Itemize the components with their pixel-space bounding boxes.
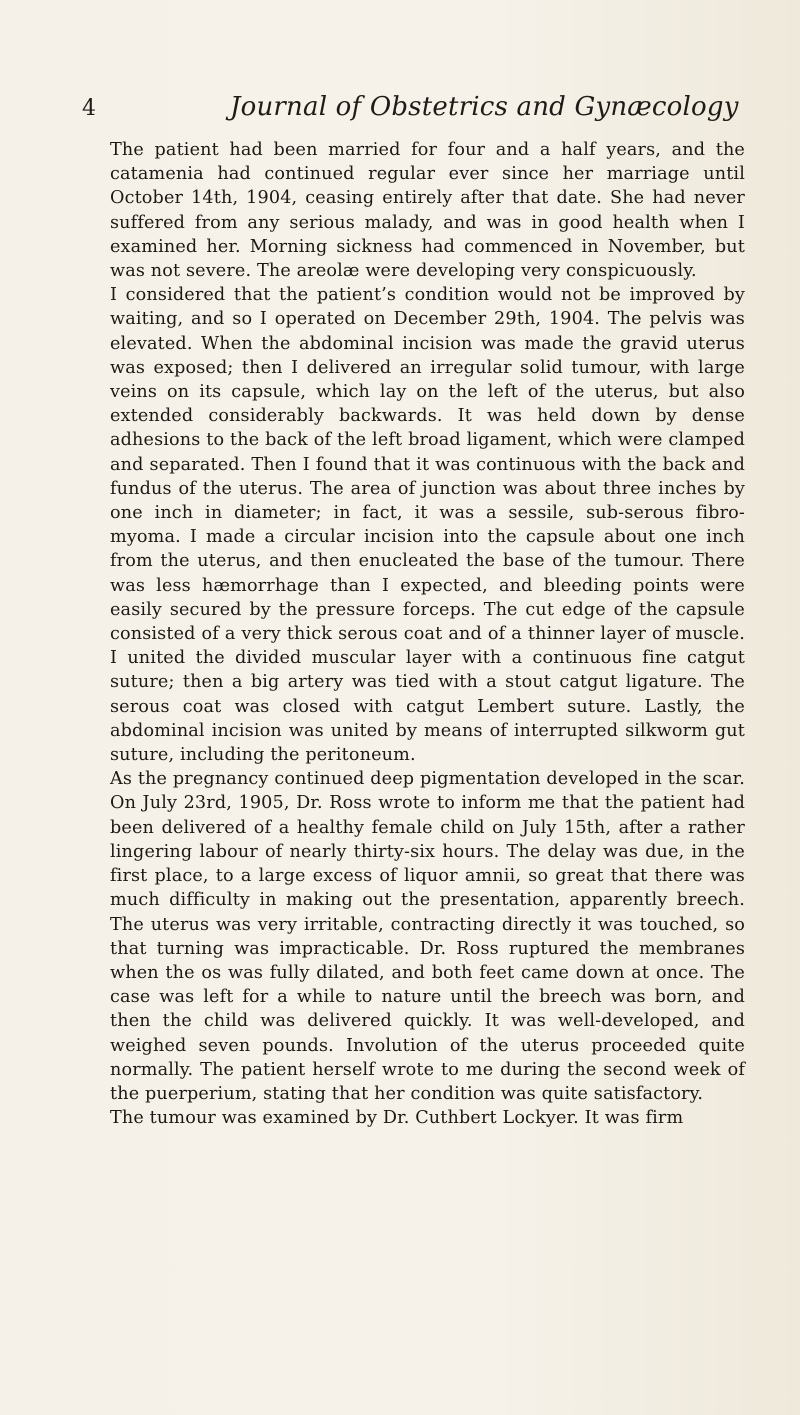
paragraph-2: I considered that the patient’s condition would not be improved by waiting, and so I operated on December 29th, 1904. The pelvis was elevated. When the abdominal incision was made the gravid uterus was exposed; then I delivered an irregular solid tumour, with large veins on its capsule, which lay on the left of the uterus, but also extended considerably backwards. It was held down by dense adhesions to the back of the left broad ligament, which were clamped and separated. Then I found that it was continuous with the back and fundus of the uterus. The area of junction was about three inches by one inch in diameter; in fact, it was a sessile, sub-serous fibro-myoma. I made a circular incision into the capsule about one inch from the uterus, and then enucleated the base of the tumour. There was less hæmorrhage than I expected, and bleeding points were easily secured by the pressure forceps. The cut edge of the capsule consisted of a very thick serous coat and of a thinner layer of muscle. I united the divided muscular layer with a continuous fine catgut suture; then a big artery was tied with a stout catgut ligature. The serous coat was closed with catgut Lembert suture. Lastly, the abdominal incision was united by means of interrupted silkworm gut suture, including the peritoneum. <box>110 285 745 766</box>
running-head: Journal of Obstetrics and Gynæcology <box>230 92 739 122</box>
paragraph-4: The tumour was examined by Dr. Cuthbert Lockyer. It was firm <box>110 1108 684 1129</box>
paragraph-3: As the pregnancy continued deep pigmentation developed in the scar. On July 23rd, 1905, Dr. Ross wrote to inform me that the patient had been delivered of a healthy female child on July 15th, after a rather lingering labour of nearly thirty-six hours. The delay was due, in the first place, to a large excess of liquor amnii, so great that there was much difficulty in making out the presentation, apparently breech. The uterus was very irritable, contracting directly it was touched, so that turning was impracticable. Dr. Ross ruptured the membranes when the os was fully dilated, and both feet came down at once. The case was left for a while to nature until the breech was born, and then the child was delivered quickly. It was well-developed, and weighed seven pounds. Involution of the uterus proceeded quite normally. The patient herself wrote to me during the second week of the puerperium, stating that her condition was quite satisfactory. <box>110 769 745 1104</box>
paragraph-1: The patient had been married for four and a half years, and the catamenia had continued regular ever since her marriage until October 14th, 1904, ceasing entirely after that date. She had never suffered from any serious malady, and was in good health when I examined her. Morning sickness had commenced in November, but was not severe. The areolæ were developing very conspicuously. <box>110 140 745 282</box>
page-number: 4 <box>82 96 96 121</box>
article-body <box>110 138 745 1130</box>
